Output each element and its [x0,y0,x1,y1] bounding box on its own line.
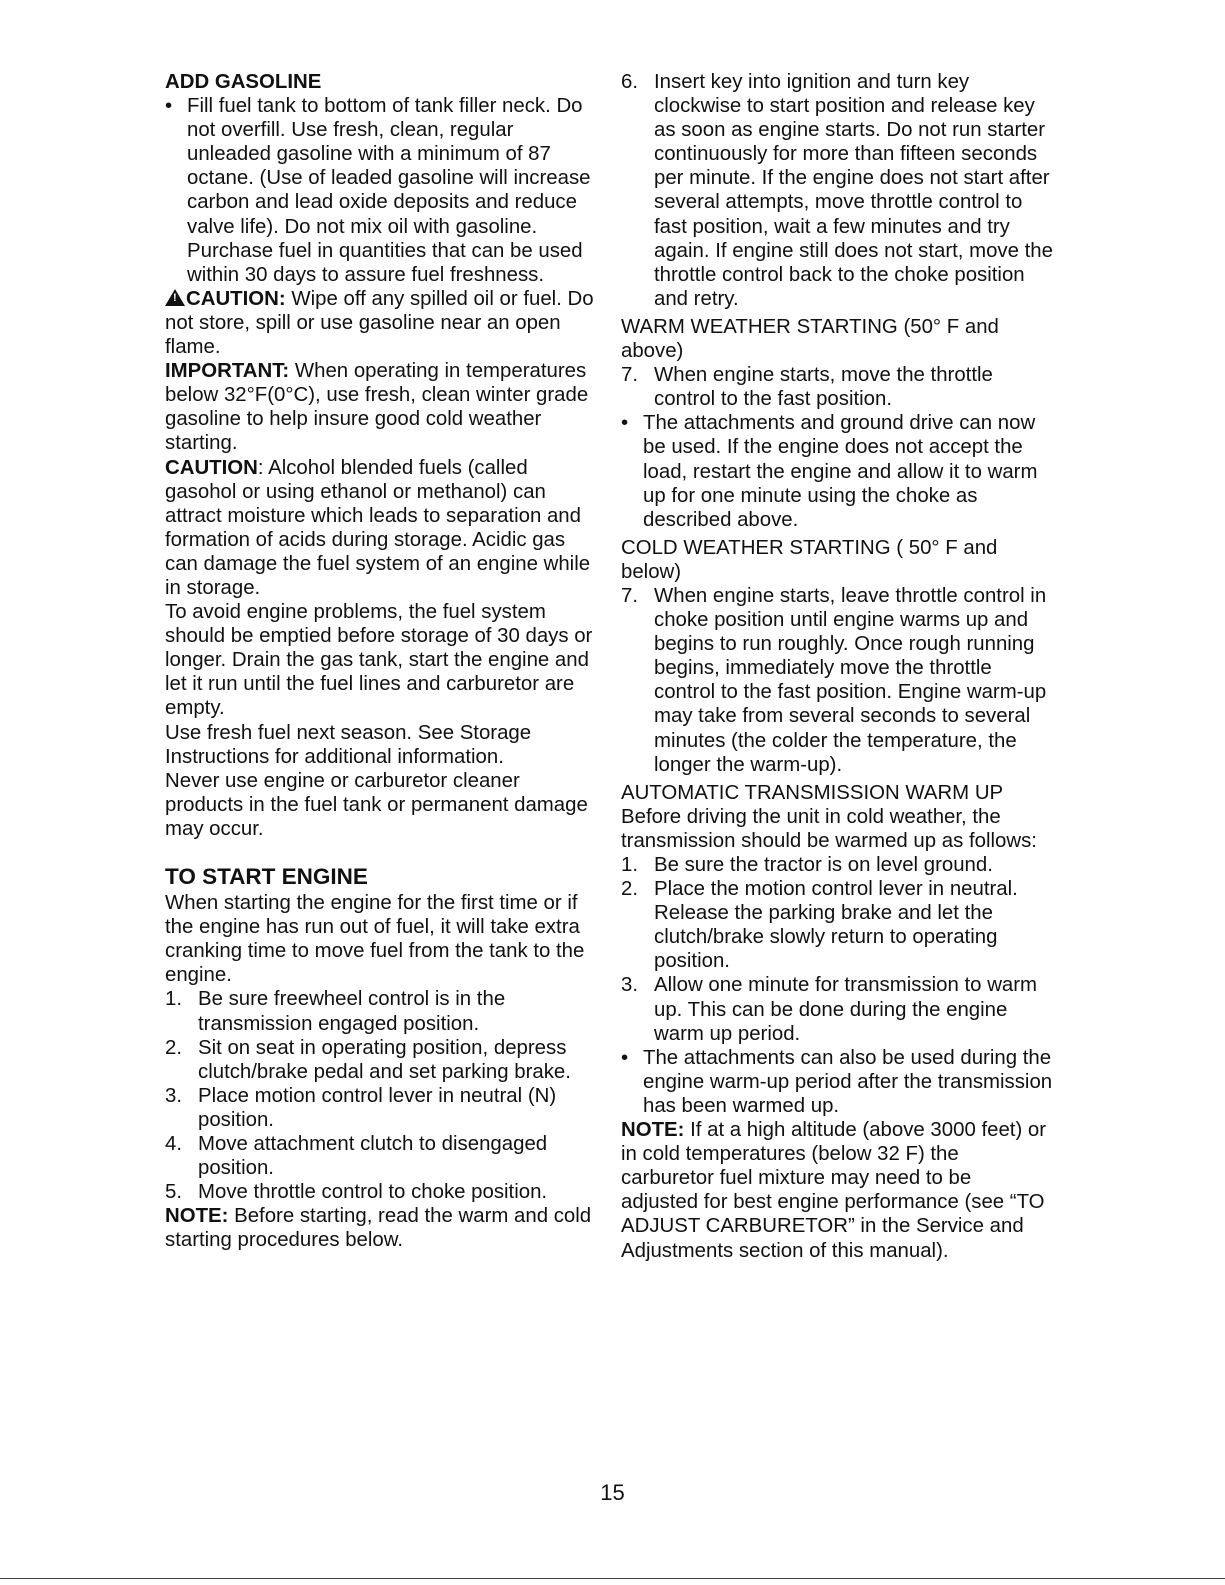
fuel-fill-bullet: • Fill fuel tank to bottom of tank filler neck. Do not overfill. Use fresh, clean, regular unleaded gasoline with a minimum of 87 octane. (Use of leaded gasoline will increase carbon and lead oxide deposits and reduce valve life). Do not mix oil with gasoline. Purchase fuel in quantities that can be used within 30 days to assure fuel freshness. [165,94,597,287]
start-step [165,1036,597,1084]
step-number: 4. [165,1133,183,1156]
step-text: Be sure freewheel control is in the transmission engaged position. [198,988,506,1035]
auto-steps-list [621,853,1053,1046]
step-number: 3. [165,1084,183,1107]
step-text: Place the motion control lever in neutral. Release the parking brake and let the clutch/brake slowly return to operating position. [654,878,1018,973]
start-step [165,1180,597,1204]
note-text: Before starting, read the warm and cold starting procedures below. [165,1205,592,1252]
step-number: 1. [621,854,639,876]
warm-step-7 [621,363,1053,411]
important-text: When operating in temperatures below 32°F(0°C), use fresh, clean winter grade gasoline to help insure good cold weather starting. [165,360,589,455]
left-column [165,70,597,1253]
step-text: Insert key into ignition and turn key clockwise to start position and release key as soon as engine starts. Do not run starter continuously for more than fifteen seconds per minute. If the engine does not start after several attempts, move throttle control to fast position, wait a few minutes and try again. If engine still does not start, move the throttle control back to the choke position and retry. [654,71,1053,310]
step-text: Sit on seat in operating position, depress clutch/brake pedal and set parking brake. [198,1036,571,1083]
step-number: 7. [621,584,639,607]
step-number: 5. [165,1181,183,1204]
step-number: 2. [165,1036,183,1059]
warning-triangle-icon [165,289,185,306]
step-text: When engine starts, leave throttle control in choke position until engine warms up and begins to run roughly. Once rough running begins, immediately move the throttle control to the fast position. Engine warm-up may take from several seconds to several minutes (the colder the temperature, the longer the warm-up). [654,584,1047,776]
start-note [165,1204,597,1252]
warm-weather-heading: WARM WEATHER STARTING (50° F and above) [621,315,999,363]
step-text: Be sure the tractor is on level ground. [654,854,993,876]
step-text: Move throttle control to choke position. [198,1181,548,1204]
start-step [165,987,597,1035]
step-number: 6. [621,71,639,93]
note-text: If at a high altitude (above 3000 feet) or in cold temperatures (below 32 F) the carburetor fuel mixture may need to be adjusted for best engine performance (see “TO ADJUST CARBURETOR” in the Service and Adjustments section of this manual). [621,1119,1047,1262]
cold-weather-heading: COLD WEATHER STARTING ( 50° F and below) [621,536,998,583]
caution-alcohol-label: CAUTION [165,456,258,479]
altitude-note [621,1118,1053,1263]
start-step [165,1132,597,1180]
auto-step [621,853,1053,877]
caution-text: Wipe off any spilled oil or fuel. Do not store, spill or use gasoline near an open flame. [165,287,594,359]
note-label: NOTE: [621,1119,685,1142]
fresh-fuel-paragraph: Use fresh fuel next season. See Storage Instructions for additional information. [165,721,532,768]
add-gasoline-heading: ADD GASOLINE [165,71,322,93]
caution-alcohol [165,456,597,601]
auto-bullet: • The attachments can also be used during the engine warm-up period after the transmission has been warmed up. [621,1046,1053,1118]
cleaner-warning-paragraph: Never use engine or carburetor cleaner products in the fuel tank or permanent damage may occur. [165,769,588,840]
caution-alcohol-text: : Alcohol blended fuels (called gasohol or using ethanol or methanol) can attract moisture which leads to separation and formation of acids during storage. Acidic gas can damage the fuel system of an engine while in storage. [165,456,591,599]
step-text: When engine starts, move the throttle control to the fast position. [654,364,993,411]
to-start-intro: When starting the engine for the first time or if the engine has run out of fuel, it will take extra cranking time to move fuel from the tank to the engine. [165,892,585,987]
auto-transmission-intro: Before driving the unit in cold weather, the transmission should be warmed up as follows: [621,805,1037,852]
important-note [165,359,597,455]
start-step [165,1084,597,1132]
storage-paragraph: To avoid engine problems, the fuel system should be emptied before storage of 30 days or longer. Drain the gas tank, start the engine and let it run until the fuel lines and carburetor are empty. [165,601,593,720]
to-start-engine-heading: TO START ENGINE [165,864,368,889]
start-step-6 [621,70,1053,311]
start-steps-list [165,987,597,1204]
step-text: Place motion control lever in neutral (N) position. [198,1084,557,1131]
step-text: Move attachment clutch to disengaged position. [198,1133,548,1180]
bottom-divider [0,1578,1225,1579]
auto-step [621,973,1053,1045]
important-label: IMPORTANT: [165,360,290,383]
step-number: 3. [621,974,639,997]
right-column [621,70,1053,1263]
step-text: Allow one minute for transmission to warm up. This can be done during the engine warm up period. [654,974,1038,1045]
caution-label: CAUTION: [186,287,286,310]
cold-step-7 [621,584,1053,777]
step-number: 1. [165,988,183,1011]
note-label: NOTE: [165,1205,229,1228]
auto-transmission-heading: AUTOMATIC TRANSMISSION WARM UP [621,781,1004,804]
warm-bullet: • The attachments and ground drive can now be used. If the engine does not accept the load, restart the engine and allow it to warm up for one minute using the choke as described above. [621,411,1053,531]
auto-step [621,877,1053,973]
caution-spill [165,287,597,359]
page-number: 15 [600,1480,625,1505]
step-number: 7. [621,364,639,387]
step-number: 2. [621,878,639,901]
